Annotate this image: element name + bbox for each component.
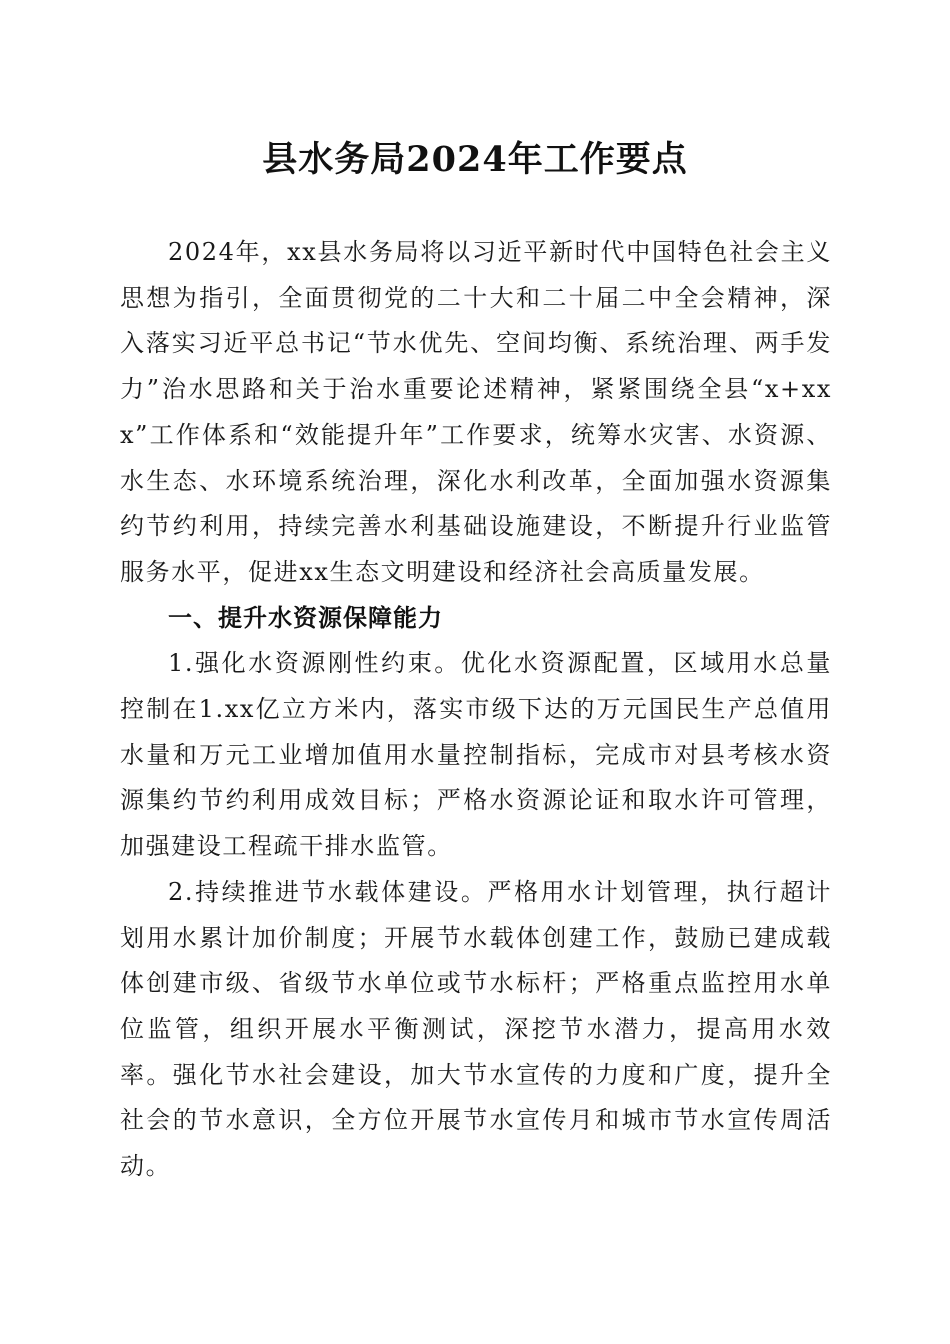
section-item-1: 1.强化水资源刚性约束。优化水资源配置，区域用水总量控制在1.xx亿立方米内，落实市级下达的万元国民生产总值用水量和万元工业增加值用水量控制指标，完成市对县考核水资源集约节约利用成效目标；严格水资源论证和取水许可管理，加强建设工程疏干排水监管。 bbox=[120, 649, 832, 861]
document-title: 县水务局2024年工作要点 bbox=[262, 139, 688, 180]
section-item-2: 2.持续推进节水载体建设。严格用水计划管理，执行超计划用水累计加价制度；开展节水载体创建工作，鼓励已建成载体创建市级、省级节水单位或节水标杆；严格重点监控用水单位监管，组织开展水平衡测试，深挖节水潜力，提高用水效率。强化节水社会建设，加大节水宣传的力度和广度，提升全社会的节水意识，全方位开展节水宣传月和城市节水宣传周活动。 bbox=[120, 877, 832, 1181]
document-body bbox=[120, 230, 832, 1190]
intro-paragraph: 2024年，xx县水务局将以习近平新时代中国特色社会主义思想为指引，全面贯彻党的二十大和二十届二中全会精神，深入落实习近平总书记“节水优先、空间均衡、系统治理、两手发力”治水思路和关于治水重要论述精神，紧紧围绕全县“x+xxx”工作体系和“效能提升年”工作要求，统筹水灾害、水资源、水生态、水环境系统治理，深化水利改革，全面加强水资源集约节约利用，持续完善水利基础设施建设，不断提升行业监管服务水平，促进xx生态文明建设和经济社会高质量发展。 bbox=[120, 238, 832, 586]
section-heading: 一、提升水资源保障能力 bbox=[168, 603, 443, 632]
